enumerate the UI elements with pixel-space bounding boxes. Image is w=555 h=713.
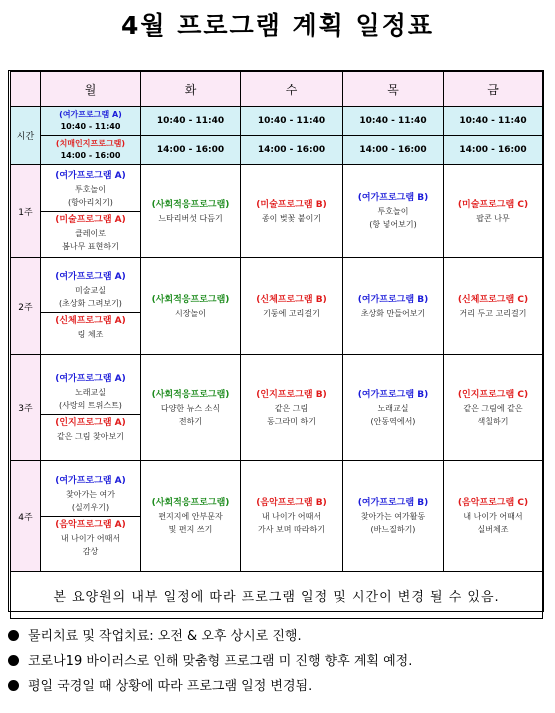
program-name: (미술프로그램 B) [256, 199, 327, 210]
program-block [41, 371, 140, 414]
activity-text: 종이 벚꽃 붙이기 [261, 213, 322, 223]
mon-time-am-value: 10:40 - 11:40 [60, 122, 121, 131]
note-item [8, 674, 553, 699]
activity-text: 노래교실 [377, 403, 409, 413]
day-cell-thu [343, 461, 444, 572]
bullet-icon [8, 680, 19, 691]
activity-text: (항아리치기) [68, 197, 113, 207]
day-cell-wed [241, 165, 343, 258]
mon-time-pm-value: 14:00 - 16:00 [60, 151, 121, 160]
activity-text: 찾아가는 여가 [66, 489, 115, 499]
day-cell-fri [444, 165, 543, 258]
week-label: 2주 [11, 258, 41, 355]
activity-text: 편지지에 안부문자 [158, 512, 223, 521]
activity-text: 투호놀이 [75, 184, 106, 194]
day-cell-thu [343, 258, 444, 355]
activity-text: (항 넣어보기) [369, 220, 417, 229]
activity-text: 전하기 [178, 416, 203, 426]
program-name: (인지프로그램 A) [55, 417, 126, 428]
note-text: 코로나19 바이러스로 인해 맞춤형 프로그램 미 진행 향후 계획 예정. [28, 654, 413, 669]
program-name: (여가프로그램 B) [357, 498, 429, 508]
time-am-thu: 10:40 - 11:40 [343, 107, 444, 136]
time-pm-wed: 14:00 - 16:00 [241, 136, 343, 165]
activity-text: 가사 보며 따라하기 [258, 525, 325, 534]
program-name: (여가프로그램 A) [55, 373, 126, 384]
activity-text: (초상화 그려보기) [59, 299, 122, 308]
activity-text: 팝콘 나무 [476, 213, 510, 223]
mon-cell [41, 165, 141, 258]
program-name: (사회적응프로그램) [151, 389, 230, 400]
time-am-tue: 10:40 - 11:40 [141, 107, 241, 136]
program-name: (음악프로그램 A) [55, 519, 126, 530]
activity-text: 내 나이가 어때서 [60, 533, 121, 543]
activity-text: 찾아가는 여가활동 [360, 512, 426, 521]
corner-cell [11, 72, 41, 107]
activity-text: 투호놀이 [377, 207, 409, 216]
program-block [41, 269, 140, 312]
mon-cell [41, 258, 141, 355]
activity-text: 다양한 뉴스 소식 [160, 403, 221, 413]
week-label: 4주 [11, 461, 41, 572]
activity-text: 링 체조 [77, 330, 104, 339]
program-name: (음악프로그램 B) [256, 498, 327, 508]
day-cell-tue [141, 355, 241, 461]
activity-text: 내 나이가 어때서 [261, 512, 322, 521]
day-header-mon: 월 [41, 72, 141, 107]
week-row [11, 355, 543, 461]
activity-text: 내 나이가 어때서 [463, 512, 523, 521]
activity-text: 같은 그림 찾아보기 [57, 431, 124, 441]
day-cell-tue [141, 258, 241, 355]
activity-text: (바느질하기) [370, 525, 416, 534]
activity-text: 거리 두고 고리걸기 [459, 308, 527, 318]
program-name: (음악프로그램 C) [457, 498, 529, 508]
day-header-wed: 수 [241, 72, 343, 107]
note-text: 물리치료 및 작업치료: 오전 & 오후 상시로 진행. [28, 629, 302, 644]
week-row [11, 461, 543, 572]
time-row-label: 시간 [11, 107, 41, 165]
mon-cell [41, 355, 141, 461]
program-name: (미술프로그램 A) [55, 214, 126, 225]
schedule-table [10, 71, 543, 619]
activity-text: 노래교실 [75, 387, 106, 397]
activity-text: 기둥에 고리걸기 [263, 308, 320, 318]
activity-text: 같은 그림 [274, 403, 309, 413]
activity-text: 실버체조 [477, 525, 509, 534]
day-cell-fri [444, 461, 543, 572]
program-block [41, 168, 140, 211]
day-header-fri: 금 [444, 72, 543, 107]
activity-text: (사랑의 트위스트) [59, 400, 122, 410]
activity-text: 미술교실 [75, 286, 106, 295]
bullet-icon [8, 655, 19, 666]
program-name: (사회적응프로그램) [151, 294, 230, 305]
day-header-tue: 화 [141, 72, 241, 107]
time-am-fri: 10:40 - 11:40 [444, 107, 543, 136]
program-block [41, 473, 140, 516]
day-cell-tue [141, 461, 241, 572]
program-name: (여가프로그램 A) [55, 272, 126, 282]
activity-text: 감상 [82, 546, 99, 556]
notes-list [8, 624, 553, 699]
note-item [8, 649, 553, 674]
note-text: 평일 국경일 때 상황에 따라 프로그램 일정 변경됨. [28, 679, 313, 694]
mon-cell [41, 461, 141, 572]
program-name: (사회적응프로그램) [151, 199, 230, 210]
week-row [11, 258, 543, 355]
activity-text: 시장놀이 [175, 308, 206, 318]
program-name: (신체프로그램 C) [457, 294, 529, 305]
footer-note: 본 요양원의 내부 일정에 따라 프로그램 일정 및 시간이 변경 될 수 있음. [11, 572, 543, 619]
page-title: 4월 프로그램 계획 일정표 [120, 11, 434, 40]
program-name: (여가프로그램 A) [55, 170, 126, 181]
program-name: (신체프로그램 A) [55, 316, 126, 326]
activity-text: 봄나무 표현하기 [62, 241, 119, 251]
day-cell-fri [444, 258, 543, 355]
mon-time-pm [41, 136, 141, 165]
program-name: (신체프로그램 B) [256, 294, 327, 305]
week-label: 3주 [11, 355, 41, 461]
schedule-frame [8, 70, 544, 612]
activity-text: (안동역에서) [370, 416, 416, 426]
program-block [41, 211, 140, 255]
day-cell-thu [343, 355, 444, 461]
activity-text: 느타리버섯 다듬기 [158, 213, 223, 223]
mon-prog-pm: (치매인지프로그램) [55, 139, 126, 148]
time-pm-tue: 14:00 - 16:00 [141, 136, 241, 165]
program-name: (여가프로그램 B) [357, 294, 429, 305]
program-name: (인지프로그램 C) [457, 389, 529, 400]
time-pm-thu: 14:00 - 16:00 [343, 136, 444, 165]
program-block [41, 516, 140, 560]
program-name: (사회적응프로그램) [151, 498, 230, 508]
program-name: (미술프로그램 C) [457, 199, 529, 210]
program-name: (여가프로그램 B) [357, 193, 429, 203]
day-cell-wed [241, 355, 343, 461]
activity-text: 동그라미 하기 [267, 416, 316, 426]
activity-text: (실끼우기) [71, 502, 110, 512]
mon-time-am [41, 107, 141, 136]
activity-text: 및 편지 쓰기 [168, 525, 213, 534]
week-row [11, 165, 543, 258]
activity-text: 클레이로 [75, 228, 106, 238]
activity-text: 같은 그림에 같은 [463, 403, 523, 413]
day-header-thu: 목 [343, 72, 444, 107]
program-name: (여가프로그램 B) [357, 389, 429, 400]
day-cell-fri [444, 355, 543, 461]
bullet-icon [8, 630, 19, 641]
activity-text: 색칠하기 [477, 416, 509, 426]
note-item [8, 624, 553, 649]
footer-note-row [11, 572, 543, 619]
program-name: (인지프로그램 B) [256, 389, 327, 400]
day-cell-tue [141, 165, 241, 258]
week-label: 1주 [11, 165, 41, 258]
program-block [41, 312, 140, 343]
program-name: (여가프로그램 A) [55, 475, 126, 486]
day-cell-wed [241, 258, 343, 355]
day-cell-thu [343, 165, 444, 258]
time-pm-fri: 14:00 - 16:00 [444, 136, 543, 165]
program-block [41, 414, 140, 445]
day-cell-wed [241, 461, 343, 572]
mon-prog-am: (여가프로그램 A) [59, 110, 122, 119]
activity-text: 초상화 만들어보기 [360, 308, 426, 318]
time-am-wed: 10:40 - 11:40 [241, 107, 343, 136]
